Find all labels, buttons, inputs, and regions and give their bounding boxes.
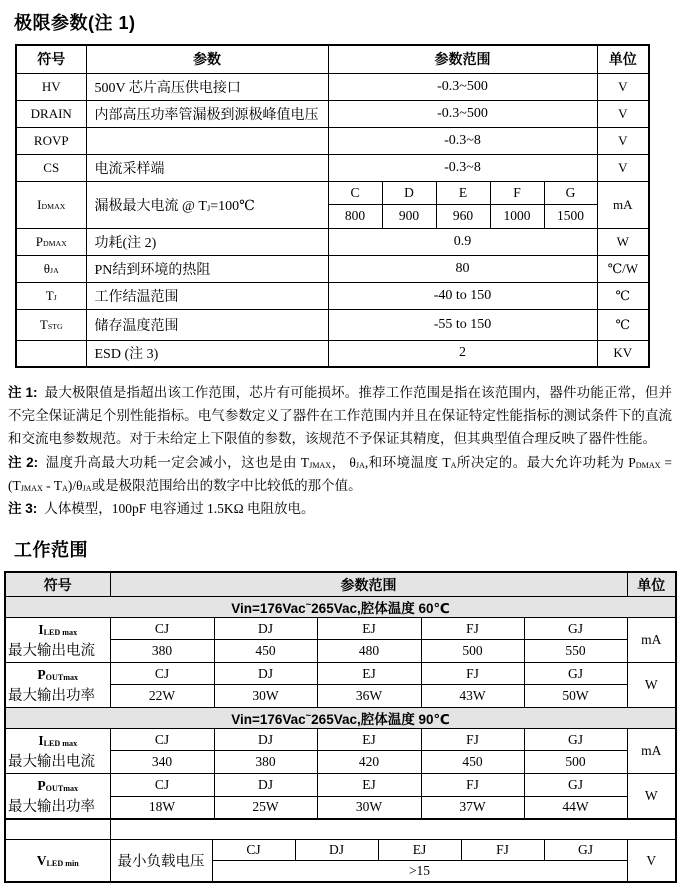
- unit-cell: V: [597, 154, 649, 181]
- table-row-rovp: [16, 127, 649, 154]
- col-header-param: 参数: [86, 45, 328, 73]
- value-cell: 960: [436, 204, 490, 228]
- col-header-symbol: 符号: [5, 572, 110, 596]
- range-cell: -40 to 150: [328, 282, 597, 309]
- symbol-text: $I_{LED max}$: [38, 732, 78, 748]
- symbol-cell: $P_{DMAX}$: [16, 228, 86, 255]
- grade-header-cell: EJ: [317, 662, 421, 685]
- symbol-cell: $V_{LED min}$: [5, 840, 110, 882]
- grade-header-cell: FJ: [421, 773, 524, 796]
- unit-cell: W: [597, 228, 649, 255]
- table-row-iledmax-60-grades: [5, 617, 676, 640]
- section-title-operating-range: 工作范围: [14, 540, 88, 561]
- value-cell: 480: [317, 640, 421, 663]
- grade-header-cell: CJ: [110, 617, 214, 640]
- unit-cell: W: [627, 773, 676, 819]
- col-header-unit: 单位: [597, 45, 649, 73]
- value-cell: 22W: [110, 685, 214, 708]
- grade-header-cell: E: [436, 181, 490, 204]
- note-text: 人体模型，100pF 电容通过 1.5KΩ 电阻放电。: [44, 501, 315, 517]
- grade-header-cell: FJ: [421, 617, 524, 640]
- grade-header-cell: GJ: [524, 662, 627, 685]
- symbol-cell: [5, 617, 110, 662]
- param-cell: ESD (注 3): [86, 340, 328, 367]
- table-row-poutmax-90-grades: [5, 773, 676, 796]
- value-cell: 450: [214, 640, 317, 663]
- value-cell: 500: [524, 751, 627, 774]
- param-cell: 内部高压功率管漏极到源极峰值电压: [86, 100, 328, 127]
- value-cell: 800: [328, 204, 382, 228]
- symbol-text: $I_{LED max}$: [38, 621, 78, 637]
- condition-cell: Vin=176Vac~265Vac,腔体温度 90℃: [5, 707, 676, 728]
- note-3: [8, 497, 672, 520]
- grade-header-cell: CJ: [110, 662, 214, 685]
- table-row-hv: [16, 73, 649, 100]
- table-row-poutmax-60-grades: [5, 662, 676, 685]
- param-cell: 漏极最大电流 @ $T_J=100℃$: [86, 181, 328, 228]
- limits-table: [15, 44, 650, 368]
- grade-header-cell: FJ: [421, 662, 524, 685]
- grade-header-cell: DJ: [214, 773, 317, 796]
- note-label: 注 2:: [8, 454, 39, 470]
- unit-cell: V: [627, 840, 676, 882]
- empty-cell: [110, 819, 676, 840]
- note-label: 注 1:: [8, 385, 38, 400]
- grade-header-cell: EJ: [317, 728, 421, 751]
- condition-row-60c: [5, 596, 676, 617]
- value-cell: 380: [214, 751, 317, 774]
- value-cell: 1500: [544, 204, 597, 228]
- unit-cell: ℃: [597, 282, 649, 309]
- value-cell: 500: [421, 640, 524, 663]
- spacer-row: [5, 819, 676, 840]
- param-text: 最大输出功率: [8, 798, 95, 815]
- grade-header-cell: EJ: [317, 617, 421, 640]
- value-cell: 340: [110, 751, 214, 774]
- col-header-range: 参数范围: [110, 572, 627, 596]
- range-cell: -0.3~8: [328, 154, 597, 181]
- param-cell: 功耗(注 2): [86, 228, 328, 255]
- value-cell: 37W: [421, 796, 524, 819]
- value-cell: 36W: [317, 685, 421, 708]
- grade-header-cell: DJ: [214, 662, 317, 685]
- param-text: 最大输出功率: [8, 687, 95, 704]
- symbol-cell: $T_{STG}$: [16, 309, 86, 340]
- symbol-cell: ROVP: [16, 127, 86, 154]
- value-cell: 43W: [421, 685, 524, 708]
- param-cell: 储存温度范围: [86, 309, 328, 340]
- value-cell: 30W: [317, 796, 421, 819]
- value-cell: 1000: [490, 204, 544, 228]
- table-row-cs: [16, 154, 649, 181]
- symbol-cell: DRAIN: [16, 100, 86, 127]
- unit-cell: V: [597, 127, 649, 154]
- note-text: 温度升高最大功耗一定会减小，这也是由 $T_{JMAX}$， $\theta_{JA}$,和环境温度 $T_A$所决定的。最大允许功耗为 $P_{DMAX} = (T_{JMAX} - T_A)/\theta_{JA}$或是极限范围给出的数字中比较低的那个值。: [8, 454, 672, 493]
- table-row-vledmin-grades: [5, 840, 676, 861]
- operating-range-table: [4, 571, 677, 820]
- param-cell: [86, 127, 328, 154]
- range-cell: -0.3~500: [328, 100, 597, 127]
- table-row-tj: [16, 282, 649, 309]
- grade-header-cell: DJ: [295, 840, 378, 861]
- unit-cell: V: [597, 100, 649, 127]
- value-cell: 50W: [524, 685, 627, 708]
- table-row-esd: [16, 340, 649, 367]
- grade-header-cell: GJ: [544, 840, 627, 861]
- grade-header-cell: D: [382, 181, 436, 204]
- param-cell: 电流采样端: [86, 154, 328, 181]
- unit-cell: KV: [597, 340, 649, 367]
- unit-cell: ℃: [597, 309, 649, 340]
- note-text: 最大极限值是指超出该工作范围，芯片有可能损坏。推荐工作范围是指在该范围内，器件功能正常，但并不完全保证满足个别性能指标。电气参数定义了器件在工作范围内并且在保证特定性能指标的测试条件下的直流和交流电参数规范。对于未给定上下限值的参数，该规范不予保证其精度，但其典型值合理反映了器件性能。: [8, 385, 672, 447]
- grade-header-cell: FJ: [461, 840, 544, 861]
- note-1: [8, 381, 672, 451]
- value-cell: 380: [110, 640, 214, 663]
- symbol-cell: [5, 773, 110, 819]
- grade-header-cell: CJ: [212, 840, 295, 861]
- grade-header-cell: EJ: [317, 773, 421, 796]
- range-cell: -0.3~500: [328, 73, 597, 100]
- unit-cell: ℃/W: [597, 255, 649, 282]
- col-header-symbol: 符号: [16, 45, 86, 73]
- grade-header-cell: CJ: [110, 728, 214, 751]
- table-row-drain: [16, 100, 649, 127]
- value-cell: 18W: [110, 796, 214, 819]
- grade-header-cell: CJ: [110, 773, 214, 796]
- symbol-text: $P_{OUTmax}$: [37, 666, 79, 682]
- table-header-row: [16, 45, 649, 73]
- symbol-cell: CS: [16, 154, 86, 181]
- vled-min-table: [4, 818, 677, 883]
- notes-block: [8, 381, 672, 520]
- value-cell: 44W: [524, 796, 627, 819]
- value-cell: 550: [524, 640, 627, 663]
- unit-cell: V: [597, 73, 649, 100]
- param-cell: PN结到环境的热阻: [86, 255, 328, 282]
- grade-header-cell: G: [544, 181, 597, 204]
- param-cell: 500V 芯片高压供电接口: [86, 73, 328, 100]
- note-2: [8, 451, 672, 497]
- grade-header-cell: GJ: [524, 773, 627, 796]
- col-header-unit: 单位: [627, 572, 676, 596]
- symbol-cell: [5, 728, 110, 773]
- symbol-cell: [5, 662, 110, 707]
- grade-header-cell: F: [490, 181, 544, 204]
- param-cell: 最小负载电压: [110, 840, 212, 882]
- col-header-range: 参数范围: [328, 45, 597, 73]
- symbol-cell: [16, 340, 86, 367]
- table-row-tstg: [16, 309, 649, 340]
- empty-cell: [5, 819, 110, 840]
- table-header-row: [5, 572, 676, 596]
- value-cell: >15: [212, 861, 627, 882]
- unit-cell: mA: [627, 728, 676, 773]
- value-cell: 900: [382, 204, 436, 228]
- table-row-iledmax-90-grades: [5, 728, 676, 751]
- symbol-cell: $\theta_{JA}$: [16, 255, 86, 282]
- range-cell: -0.3~8: [328, 127, 597, 154]
- table-row-idmax-grades: [16, 181, 649, 204]
- range-cell: 2: [328, 340, 597, 367]
- range-cell: 0.9: [328, 228, 597, 255]
- section-title-limits: 极限参数(注 1): [14, 13, 136, 33]
- grade-header-cell: GJ: [524, 728, 627, 751]
- unit-cell: mA: [627, 617, 676, 662]
- value-cell: 25W: [214, 796, 317, 819]
- value-cell: 450: [421, 751, 524, 774]
- grade-header-cell: DJ: [214, 617, 317, 640]
- grade-header-cell: FJ: [421, 728, 524, 751]
- grade-header-cell: DJ: [214, 728, 317, 751]
- symbol-text: $P_{OUTmax}$: [37, 777, 79, 793]
- param-text: 最大输出电流: [8, 642, 95, 659]
- table-row-pdmax: [16, 228, 649, 255]
- note-label: 注 3:: [8, 501, 38, 517]
- range-cell: -55 to 150: [328, 309, 597, 340]
- symbol-cell: $I_{DMAX}$: [16, 181, 86, 228]
- grade-header-cell: GJ: [524, 617, 627, 640]
- range-cell: 80: [328, 255, 597, 282]
- condition-row-90c: [5, 707, 676, 728]
- value-cell: 420: [317, 751, 421, 774]
- symbol-cell: $T_J$: [16, 282, 86, 309]
- symbol-cell: HV: [16, 73, 86, 100]
- value-cell: 30W: [214, 685, 317, 708]
- unit-cell: mA: [597, 181, 649, 228]
- table-row-theta-ja: [16, 255, 649, 282]
- condition-cell: Vin=176Vac~265Vac,腔体温度 60℃: [5, 596, 676, 617]
- param-text: 最大输出电流: [8, 753, 95, 770]
- grade-header-cell: EJ: [378, 840, 461, 861]
- param-cell: 工作结温范围: [86, 282, 328, 309]
- datasheet-page: [0, 9, 684, 879]
- grade-header-cell: C: [328, 181, 382, 204]
- unit-cell: W: [627, 662, 676, 707]
